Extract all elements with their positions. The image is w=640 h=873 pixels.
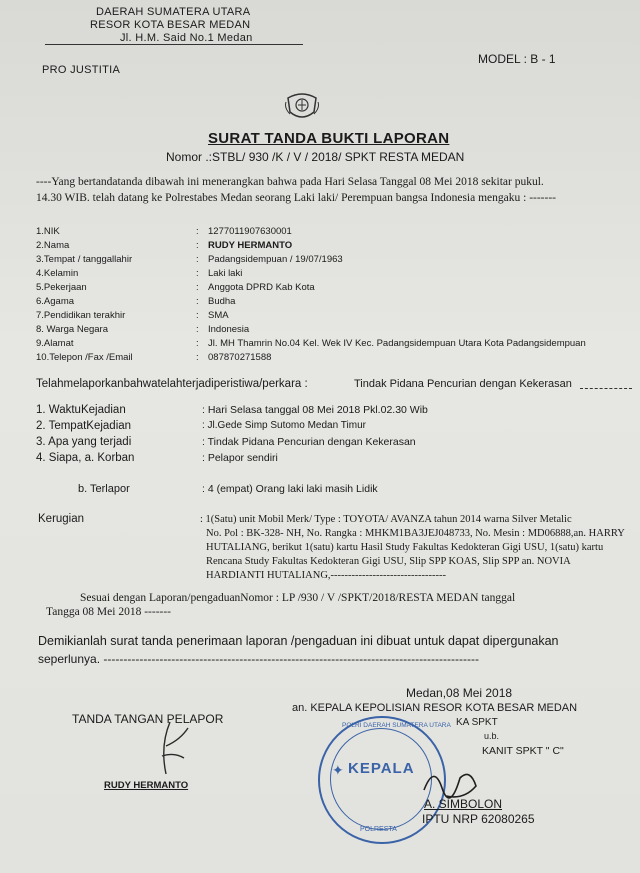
identity-value: 087870271588 (208, 352, 272, 363)
stamp-ring-top: POLRI DAERAH SUMATERA UTARA (342, 722, 451, 729)
sesuai-line2: Tangga 08 Mei 2018 ------- (46, 606, 172, 618)
demikian-line1: Demikianlah surat tanda penerimaan laporan /pengaduan ini dibuat untuk dapat dipergunakan (38, 634, 559, 648)
identity-value: RUDY HERMANTO (208, 240, 293, 251)
identity-value: Budha (208, 296, 236, 307)
signer-office: an. KEPALA KEPOLISIAN RESOR KOTA BESAR MEDAN (292, 702, 578, 714)
stamp-text: KEPALA (348, 760, 415, 777)
intro-line2: 14.30 WIB. telah datang ke Polrestabes Medan seorang Laki laki/ Perempuan bangsa Indonesia mengaku : ------- (36, 192, 556, 204)
stamp-star-icon: ✦ (332, 762, 344, 778)
identity-value: Anggota DPRD Kab Kota (208, 282, 315, 293)
terlapor-label: b. Terlapor (78, 483, 130, 495)
reporter-signature-title: TANDA TANGAN PELAPOR (72, 712, 224, 726)
event-value: : Tindak Pidana Pencurian dengan Kekerasan (202, 436, 416, 448)
identity-label: 3.Tempat / tanggallahir (36, 254, 133, 265)
identity-colon: : (196, 240, 199, 251)
signer-ub: u.b. (484, 731, 500, 741)
identity-value: Padangsidempuan / 19/07/1963 (208, 254, 343, 265)
identity-colon: : (196, 268, 199, 279)
identity-label: 10.Telepon /Fax /Email (36, 352, 133, 363)
identity-colon: : (196, 296, 199, 307)
identity-label: 8. Warga Negara (36, 324, 108, 335)
header-line3: Jl. H.M. Said No.1 Medan (120, 32, 253, 44)
reported-label: Telahmelaporkanbahwatelahterjadiperistiwa/perkara : (36, 378, 308, 390)
police-emblem-icon (284, 92, 320, 122)
identity-label: 7.Pendidikan terakhir (36, 310, 126, 321)
official-rank: IPTU NRP 62080265 (422, 812, 535, 826)
event-label: 3. Apa yang terjadi (36, 436, 132, 448)
reported-value: Tindak Pidana Pencurian dengan Kekerasan (354, 378, 572, 390)
document-number: Nomor .:STBL/ 930 /K / V / 2018/ SPKT RESTA MEDAN (166, 150, 465, 164)
identity-colon: : (196, 254, 199, 265)
event-value: : Hari Selasa tanggal 08 Mei 2018 Pkl.02.30 Wib (202, 404, 428, 416)
identity-label: 5.Pekerjaan (36, 282, 87, 293)
identity-colon: : (196, 338, 199, 349)
kerugian-line: Rencana Study Fakultas Kedokteran Gigi USU, Slip SPP KOAS, Slip SPP an. NOVIA (206, 556, 571, 567)
identity-colon: : (196, 352, 199, 363)
official-name: A. SIMBOLON (424, 797, 503, 811)
identity-label: 9.Alamat (36, 338, 74, 349)
identity-value: Laki laki (208, 268, 243, 279)
event-label: 1. WaktuKejadian (36, 404, 126, 416)
terlapor-value: : 4 (empat) Orang laki laki masih Lidik (202, 483, 378, 495)
document-title: SURAT TANDA BUKTI LAPORAN (208, 130, 450, 147)
identity-label: 2.Nama (36, 240, 70, 251)
demikian-line2: seperlunya. ---------------------------------------------------------------------------------------------- (38, 652, 480, 666)
event-label: 4. Siapa, a. Korban (36, 452, 135, 464)
reporter-signature-mark (140, 716, 210, 786)
identity-label: 6.Agama (36, 296, 75, 307)
identity-value: SMA (208, 310, 229, 321)
header-line1: DAERAH SUMATERA UTARA (96, 6, 251, 18)
kerugian-line: : 1(Satu) unit Mobil Merk/ Type : TOYOTA/ AVANZA tahun 2014 warna Silver Metalic (200, 514, 572, 525)
identity-colon: : (196, 226, 199, 237)
stamp-ring-bottom: POLRESTA (360, 826, 397, 833)
identity-value: Jl. MH Thamrin No.04 Kel. Wek IV Kec. Padangsidempuan Utara Kota Padangsidempuan (208, 338, 586, 349)
kerugian-label: Kerugian (38, 513, 85, 525)
header-underline (45, 44, 303, 45)
identity-value: Indonesia (208, 324, 250, 335)
identity-colon: : (196, 282, 199, 293)
kerugian-line: HARDIANTI HUTALIANG,--------------------------------- (206, 570, 446, 581)
reported-dash (580, 388, 632, 389)
pro-justitia: PRO JUSTITIA (42, 64, 121, 76)
signer-title: KANIT SPKT " C" (482, 745, 564, 757)
intro-line1: ----Yang bertandatanda dibawah ini menerangkan bahwa pada Hari Selasa Tanggal 08 Mei 2018 sekitar pukul. (36, 176, 544, 188)
identity-colon: : (196, 324, 199, 335)
identity-label: 4.Kelamin (36, 268, 79, 279)
event-label: 2. TempatKejadian (36, 420, 132, 432)
event-value: : Jl.Gede Simp Sutomo Medan Timur (202, 420, 366, 431)
signer-unit: KA SPKT (456, 717, 498, 728)
event-value: : Pelapor sendiri (202, 452, 278, 464)
kerugian-line: HUTALIANG, berikut 1(satu) kartu Hasil Study Fakultas Kedokteran Gigi USU, 1(satu) kartu (206, 542, 604, 553)
reporter-name: RUDY HERMANTO (104, 780, 189, 791)
identity-value: 1277011907630001 (208, 226, 292, 237)
identity-colon: : (196, 310, 199, 321)
sesuai-line1: Sesuai dengan Laporan/pengaduanNomor : LP /930 / V /SPKT/2018/RESTA MEDAN tanggal (80, 592, 516, 604)
model-code: MODEL : B - 1 (478, 52, 556, 66)
place-date: Medan,08 Mei 2018 (406, 686, 513, 700)
kerugian-line: No. Pol : BK-328- NH, No. Rangka : MHKM1BA3JEJ048733, No. Mesin : MD06888,an. HARRY (206, 528, 625, 539)
identity-label: 1.NIK (36, 226, 60, 237)
header-line2: RESOR KOTA BESAR MEDAN (90, 19, 251, 31)
